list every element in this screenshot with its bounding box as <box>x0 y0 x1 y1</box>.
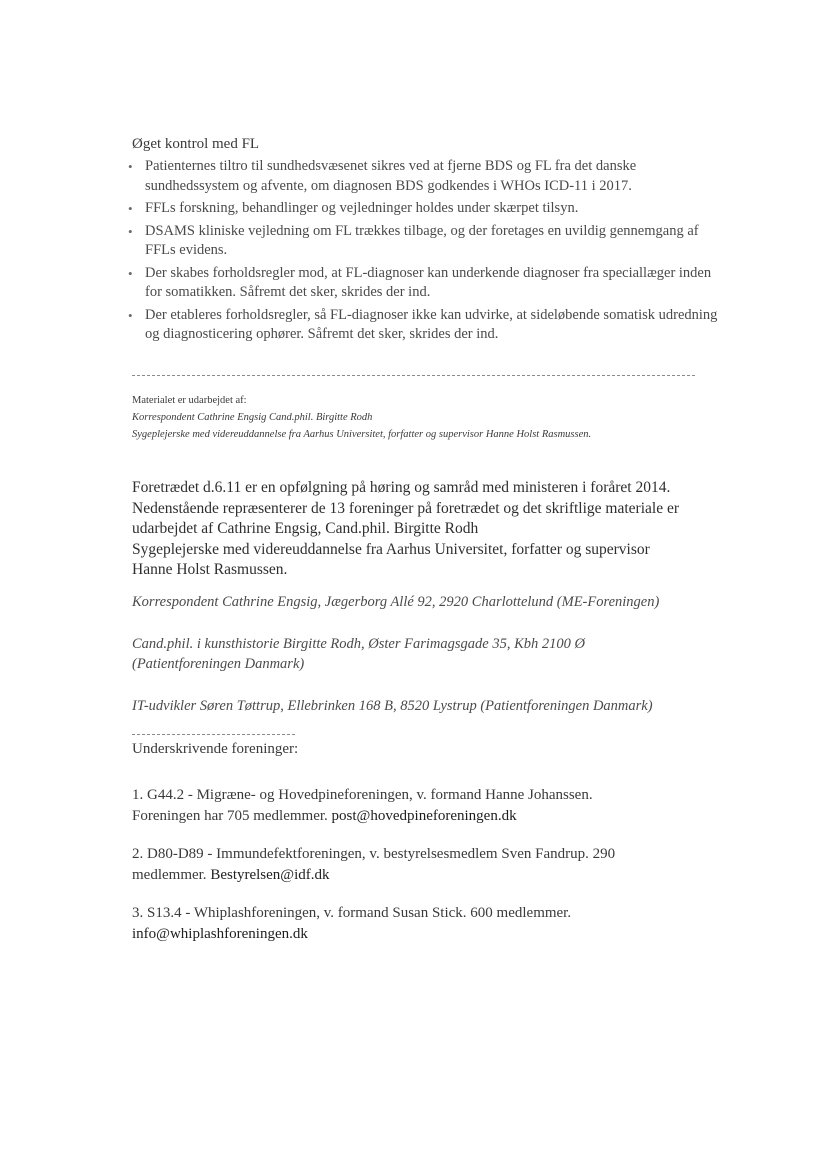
credits-line: Korrespondent Cathrine Engsig Cand.phil. Birgitte Rodh <box>132 412 373 423</box>
signatories-heading: Underskrivende foreninger: <box>132 741 299 757</box>
bullet-item <box>128 306 718 345</box>
dashed-divider <box>132 375 695 376</box>
organization-entry <box>132 785 712 826</box>
intro-line: Sygeplejerske med videreuddannelse fra Aarhus Universitet, forfatter og supervisor <box>132 540 650 558</box>
bullet-text: Patienternes tiltro til sundhedsvæsenet sikres ved at fjerne BDS og FL fra det danske sundhedssystem og afvente, om diagnosen BDS godkendes i WHOs ICD-11 i 2017. <box>145 158 637 194</box>
organization-line: medlemmer. <box>132 866 211 883</box>
bullet-list <box>128 157 718 348</box>
scan-artifact <box>816 226 820 231</box>
bullet-icon: • <box>128 223 133 239</box>
organization-line: 3. S13.4 - Whiplashforeningen, v. formand Susan Stick. 600 medlemmer. <box>132 905 572 921</box>
bullet-item <box>128 199 718 219</box>
bullet-text: FFLs forskning, behandlinger og vejledninger holdes under skærpet tilsyn. <box>145 200 579 216</box>
bullet-text: Der etableres forholdsregler, så FL-diagnoser ikke kan udvirke, at sideløbende somatisk udredning og diagnosticering ophører. Såfremt det sker, skrides der ind. <box>145 306 718 342</box>
intro-line: Foretrædet d.6.11 er en opfølgning på høring og samråd med ministeren i foråret 2014. <box>132 479 671 496</box>
contact-entry: Korrespondent Cathrine Engsig, Jægerborg Allé 92, 2920 Charlottelund (ME-Foreningen) <box>132 594 660 610</box>
bullet-text: DSAMS kliniske vejledning om FL trækkes tilbage, og der foretages en uvildig gennemgang af FFLs evidens. <box>145 222 699 258</box>
email-link[interactable]: info@whiplashforeningen.dk <box>132 925 308 942</box>
intro-paragraph <box>132 478 712 581</box>
section-heading: Øget kontrol med FL <box>132 136 260 152</box>
contact-entry <box>132 634 732 674</box>
organization-entry <box>132 844 712 885</box>
intro-line: Nedenstående repræsenterer de 13 foreninger på foretrædet og det skriftlige materiale er <box>132 499 679 517</box>
contact-line: (Patientforeningen Danmark) <box>132 656 305 672</box>
organization-line: 1. G44.2 - Migræne- og Hovedpineforeningen, v. formand Hanne Johanssen. <box>132 787 593 803</box>
email-link[interactable]: Bestyrelsen@idf.dk <box>210 866 330 883</box>
email-link[interactable]: post@hovedpineforeningen.dk <box>331 807 517 824</box>
bullet-icon: • <box>128 159 133 174</box>
contact-list <box>132 592 732 738</box>
credits-line: Sygeplejerske med videreuddannelse fra Aarhus Universitet, forfatter og supervisor Hanne Holst Rasmussen. <box>132 429 592 440</box>
bullet-item <box>128 222 718 261</box>
organization-line: 2. D80-D89 - Immundefektforeningen, v. bestyrelsesmedlem Sven Fandrup. 290 <box>132 846 616 862</box>
intro-line: udarbejdet af Cathrine Engsig, Cand.phil. Birgitte Rodh <box>132 520 479 537</box>
bullet-icon: • <box>128 201 133 216</box>
bullet-item <box>128 264 718 303</box>
contact-line: Cand.phil. i kunsthistorie Birgitte Rodh, Øster Farimagsgade 35, Kbh 2100 Ø <box>132 636 585 652</box>
organization-entry <box>132 903 712 944</box>
intro-line: Hanne Holst Rasmussen. <box>132 561 288 578</box>
bullet-text: Der skabes forholdsregler mod, at FL-diagnoser kan underkende diagnoser fra speciallæger inden for somatikken. Såfremt det sker, skrides der ind. <box>145 264 712 300</box>
contact-entry: IT-udvikler Søren Tøttrup, Ellebrinken 168 B, 8520 Lystrup (Patientforeningen Danmark) <box>132 698 653 714</box>
bullet-icon: • <box>128 307 133 323</box>
organization-line: Foreningen har 705 medlemmer. <box>132 807 332 824</box>
short-dashed-divider <box>132 734 295 735</box>
credits-block <box>132 392 732 443</box>
bullet-item <box>128 157 718 196</box>
bullet-icon: • <box>128 265 133 281</box>
signatories-list <box>132 785 712 962</box>
credits-label: Materialet er udarbejdet af: <box>132 395 247 406</box>
